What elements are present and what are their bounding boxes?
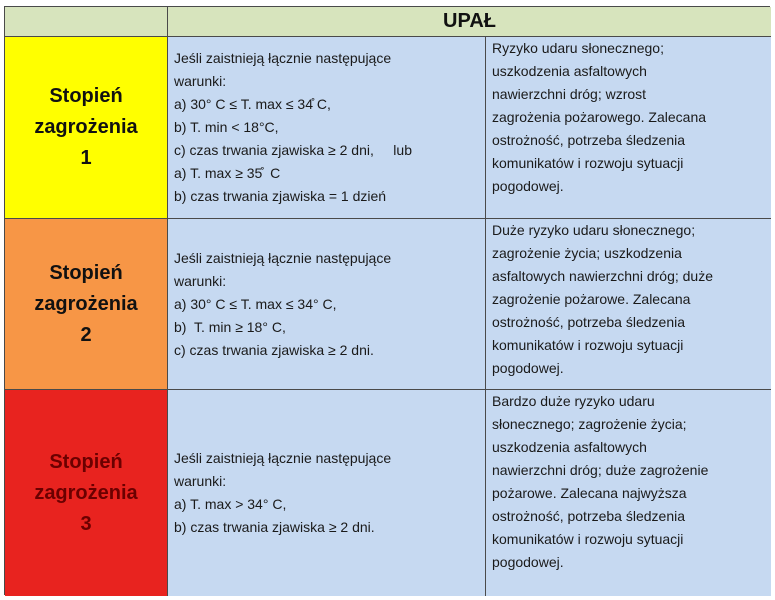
risk-line: pogodowej. — [492, 554, 564, 570]
condition-line: Jeśli zaistnieją łącznie następujące — [174, 450, 392, 466]
heat-warning-table — [4, 6, 770, 595]
risk-line: asfaltowych nawierzchni dróg; duże — [492, 268, 714, 284]
risk-line: pogodowej. — [492, 178, 564, 194]
risk-line: nawierzchni dróg; duże zagrożenie — [492, 462, 709, 478]
risk-line: Bardzo duże ryzyko udaru — [492, 393, 655, 409]
condition-line: c) czas trwania zjawiska ≥ 2 dni, lub — [174, 142, 412, 158]
threat-level-1 — [5, 37, 168, 219]
risk-line: Ryzyko udaru słonecznego; — [492, 40, 664, 56]
risk-line: ostrożność, potrzeba śledzenia — [492, 314, 685, 330]
header-corner — [5, 7, 168, 37]
condition-line: Jeśli zaistnieją łącznie następujące — [174, 249, 392, 266]
risks-level-3 — [486, 390, 771, 596]
risk-line: ostrożność, potrzeba śledzenia — [492, 508, 685, 524]
condition-line: a) T. max > 34° C, — [174, 496, 287, 512]
condition-line: b) T. min ≥ 18° C, — [174, 318, 286, 335]
table-title: UPAŁ — [168, 7, 771, 37]
condition-line: a) T. max ≥ 35̊ C — [174, 165, 281, 181]
threat-level-3 — [5, 390, 168, 596]
condition-line: b) czas trwania zjawiska ≥ 2 dni. — [174, 519, 375, 535]
risk-line: zagrożenia pożarowego. Zalecana — [492, 109, 707, 125]
conditions-level-2 — [168, 219, 486, 390]
level-label-word: zagrożenia — [34, 481, 138, 504]
risk-line: pożarowe. Zalecana najwyższa — [492, 485, 687, 501]
risk-line: uszkodzenia asfaltowych — [492, 63, 647, 79]
risk-line: nawierzchni dróg; wzrost — [492, 86, 647, 102]
risk-line: słonecznego; zagrożenie życia; — [492, 416, 687, 432]
condition-line: warunki: — [174, 73, 227, 89]
condition-line: a) 30° C ≤ T. max ≤ 34° C, — [174, 295, 337, 312]
risk-line: uszkodzenia asfaltowych — [492, 439, 647, 455]
conditions-level-1 — [168, 37, 486, 219]
level-number: 3 — [80, 512, 92, 535]
level-label-word: Stopień — [49, 261, 123, 284]
level-number: 2 — [80, 323, 92, 346]
level-label-word: Stopień — [49, 450, 123, 473]
level-label-word: zagrożenia — [34, 116, 138, 138]
condition-line: Jeśli zaistnieją łącznie następujące — [174, 50, 392, 66]
risk-line: zagrożenie życia; uszkodzenia — [492, 245, 682, 261]
risk-line: zagrożenie pożarowe. Zalecana — [492, 291, 691, 307]
risk-line: komunikatów i rozwoju sytuacji — [492, 155, 684, 171]
condition-line: b) T. min < 18°C, — [174, 119, 279, 135]
risk-line: komunikatów i rozwoju sytuacji — [492, 337, 684, 353]
risk-line: komunikatów i rozwoju sytuacji — [492, 531, 684, 547]
level-label-word: zagrożenia — [34, 292, 138, 315]
threat-level-2 — [5, 219, 168, 390]
condition-line: c) czas trwania zjawiska ≥ 2 dni. — [174, 341, 374, 358]
condition-line: b) czas trwania zjawiska = 1 dzień — [174, 188, 387, 204]
risk-line: ostrożność, potrzeba śledzenia — [492, 132, 685, 148]
level-label-word: Stopień — [49, 85, 123, 107]
risk-line: Duże ryzyko udaru słonecznego; — [492, 222, 696, 238]
conditions-level-3 — [168, 390, 486, 596]
condition-line: warunki: — [174, 272, 227, 289]
risk-line: pogodowej. — [492, 360, 564, 376]
risks-level-2 — [486, 219, 771, 390]
condition-line: a) 30° C ≤ T. max ≤ 34̊ C, — [174, 96, 331, 112]
condition-line: warunki: — [174, 473, 227, 489]
risks-level-1 — [486, 37, 771, 219]
level-number: 1 — [80, 147, 92, 169]
